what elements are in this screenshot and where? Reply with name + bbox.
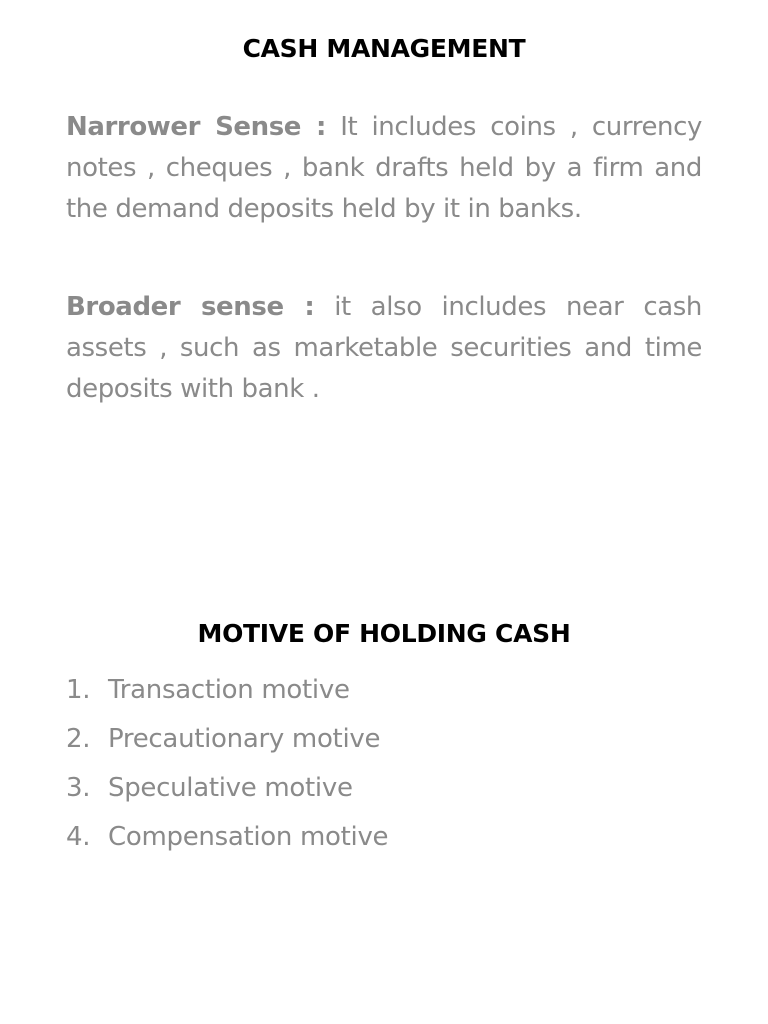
motive-list [66,672,706,868]
list-item [66,721,706,770]
narrower-sense-term: Narrower Sense : [66,112,327,142]
broader-sense-term: Broader sense : [66,292,315,322]
list-item-number: 2. [66,724,91,754]
slide-title: CASH MANAGEMENT [242,34,526,63]
slide-title: MOTIVE OF HOLDING CASH [197,619,571,648]
list-item-number: 3. [66,773,91,803]
list-item [66,770,706,819]
list-item-number: 4. [66,822,91,852]
list-item-label: Transaction motive [108,675,350,705]
broader-sense-paragraph [66,287,702,410]
narrower-sense-text: It includes coins , currency notes , cheques , bank drafts held by a firm and the demand deposits held by it in banks. [66,112,702,224]
list-item-label: Speculative motive [108,773,353,803]
narrower-sense-paragraph [66,107,702,230]
list-item-label: Compensation motive [108,822,389,852]
list-item-number: 1. [66,675,91,705]
broader-sense-text: it also includes near cash assets , such as marketable securities and time deposits with bank . [66,292,702,404]
list-item [66,672,706,721]
list-item-label: Precautionary motive [108,724,381,754]
slide-motive-of-holding-cash [0,512,768,1024]
list-item [66,819,706,868]
